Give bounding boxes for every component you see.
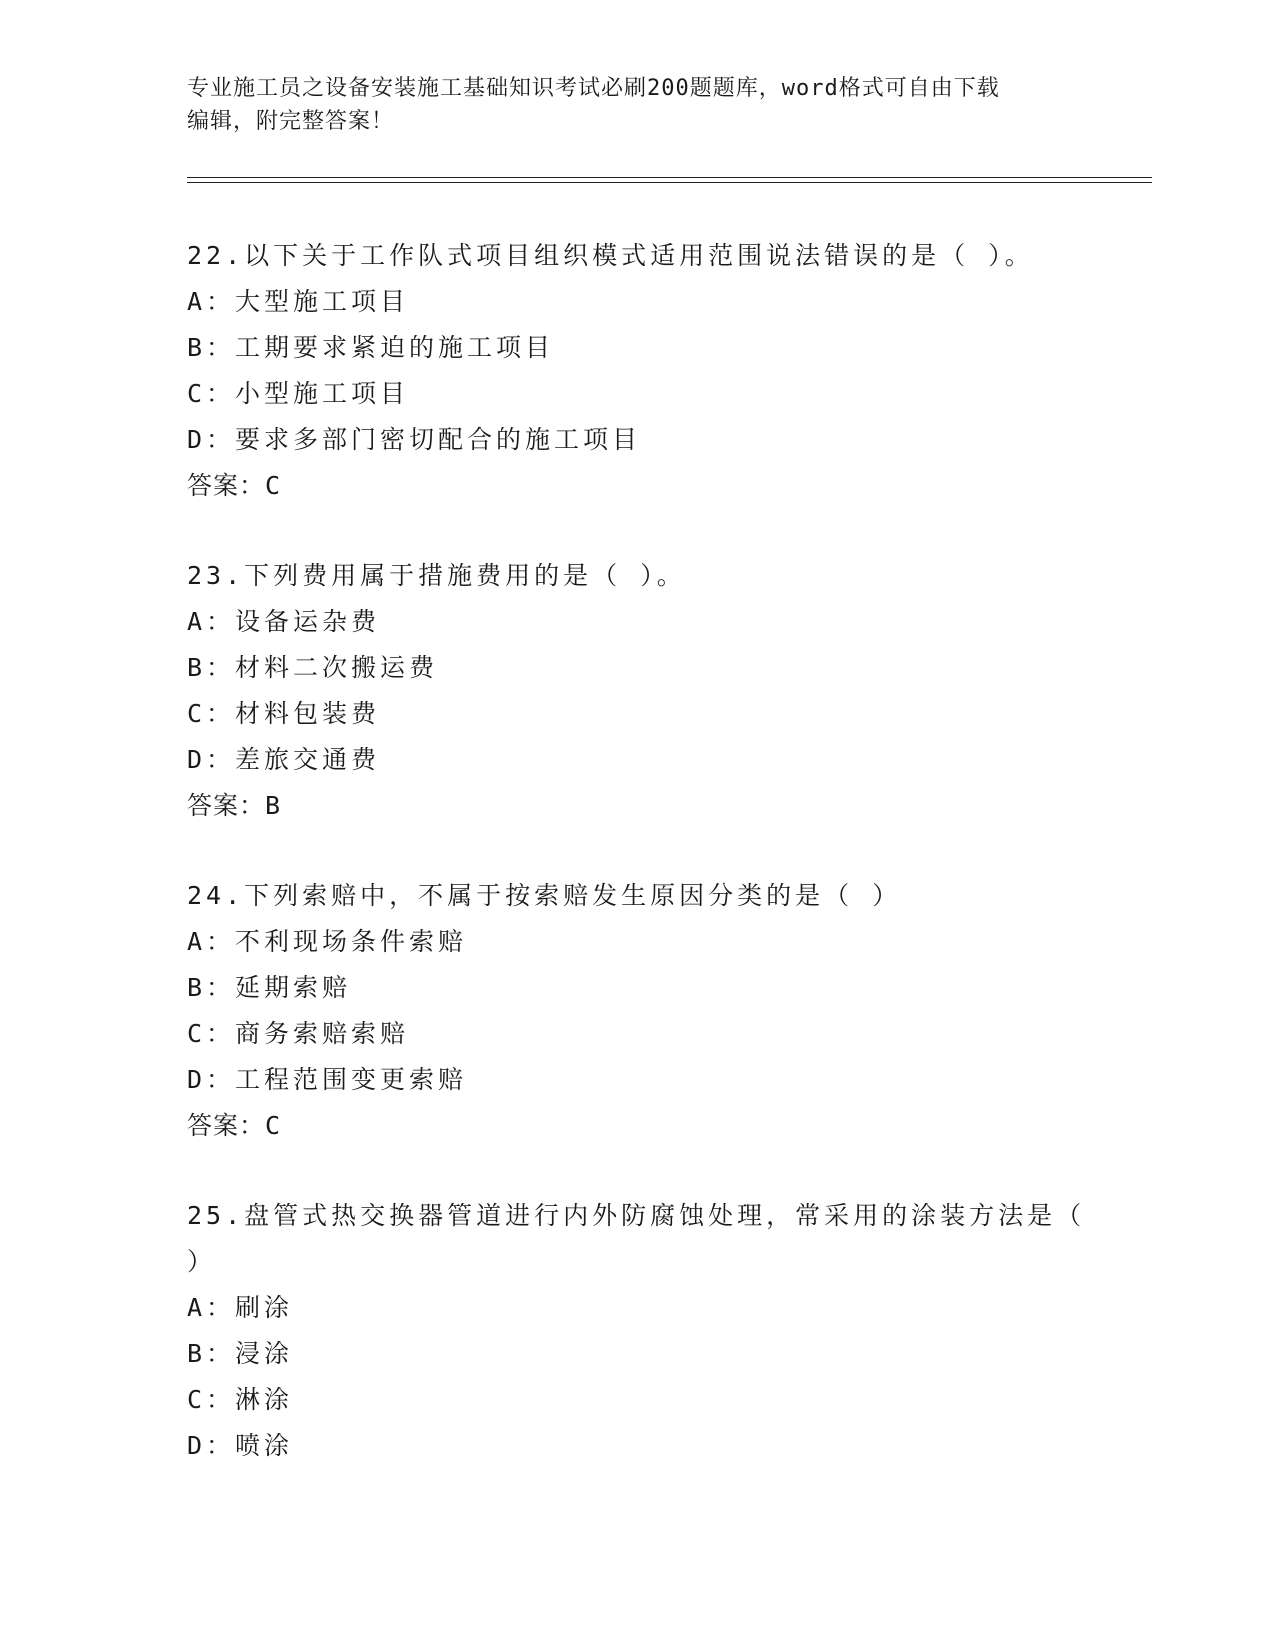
option-b: B：工期要求紧迫的施工项目 [187,333,555,362]
option-b: B：材料二次搬运费 [187,653,439,682]
option-d: D：喷涂 [187,1431,294,1460]
answer: 答案：C [187,1111,282,1140]
header-title-line-1: 专业施工员之设备安装施工基础知识考试必刷200题题库，word格式可自由下载 [187,76,1000,101]
question-stem-continuation: ） [187,1247,217,1276]
question-24 [187,873,1087,1149]
option-d: D：工程范围变更索赔 [187,1065,468,1094]
option-b: B：延期索赔 [187,973,352,1002]
question-stem: 25.盘管式热交换器管道进行内外防腐蚀处理，常采用的涂装方法是（ [187,1201,1086,1230]
option-c: C：小型施工项目 [187,379,410,408]
option-a: A：设备运杂费 [187,607,381,636]
option-a: A：刷涂 [187,1293,294,1322]
option-c: C：材料包装费 [187,699,381,728]
question-23 [187,553,1087,829]
document-header [187,72,1067,138]
option-a: A：不利现场条件索赔 [187,927,468,956]
header-divider [187,177,1152,183]
option-b: B：浸涂 [187,1339,294,1368]
option-a: A：大型施工项目 [187,287,410,316]
answer: 答案：C [187,471,282,500]
question-stem: 22.以下关于工作队式项目组织模式适用范围说法错误的是（ ）。 [187,241,1034,270]
question-stem: 24.下列索赔中，不属于按索赔发生原因分类的是（ ） [187,881,902,910]
question-stem: 23.下列费用属于措施费用的是（ ）。 [187,561,686,590]
question-22 [187,233,1087,509]
option-d: D：差旅交通费 [187,745,381,774]
option-d: D：要求多部门密切配合的施工项目 [187,425,642,454]
option-c: C：淋涂 [187,1385,294,1414]
answer: 答案：B [187,791,282,820]
option-c: C：商务索赔索赔 [187,1019,410,1048]
header-title-line-2: 编辑，附完整答案！ [187,109,395,134]
question-25 [187,1193,1087,1469]
